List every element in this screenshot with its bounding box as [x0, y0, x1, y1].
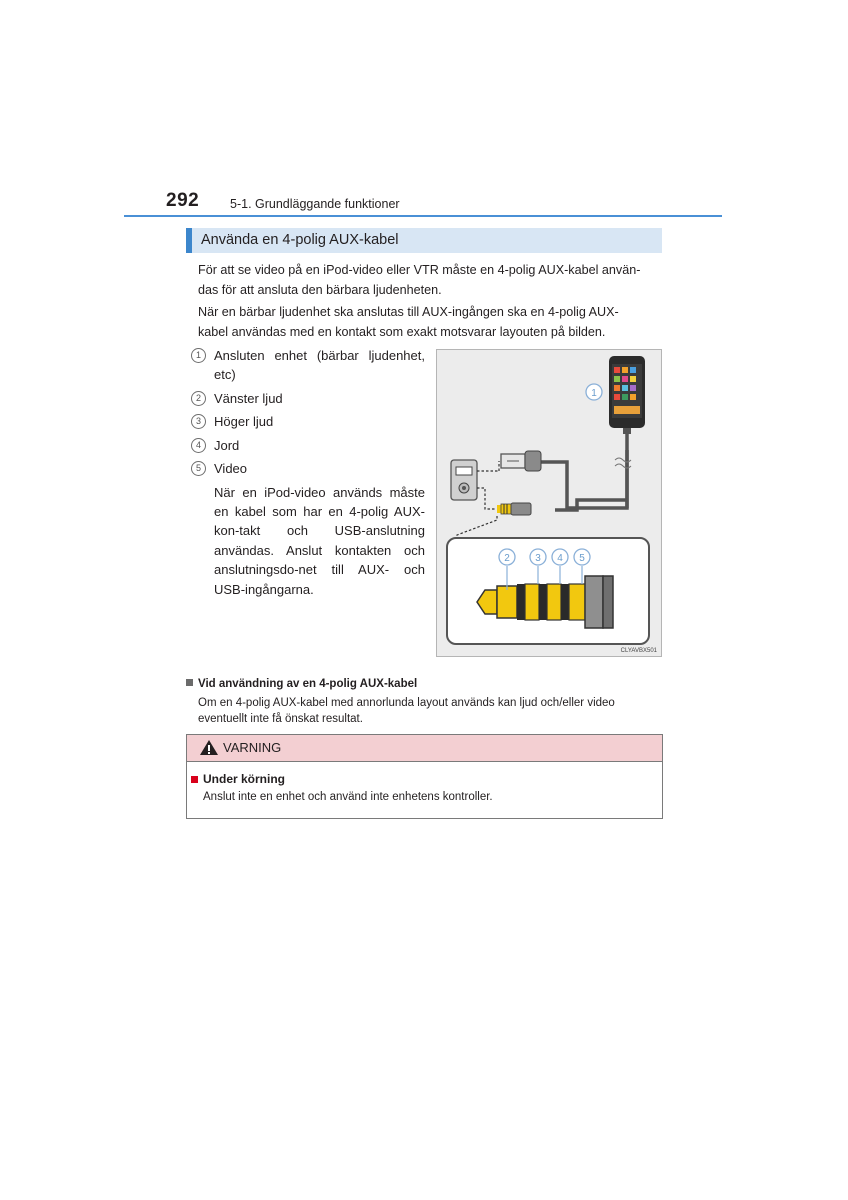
warning-subheading	[191, 772, 285, 786]
callout-2	[499, 549, 515, 565]
callout-2-label: 2	[504, 553, 510, 564]
list-item-label: Ansluten enhet (bärbar ljudenhet, etc)	[214, 348, 425, 382]
warning-body: Anslut inte en enhet och använd inte enhetens kontroller.	[203, 791, 493, 803]
info-line-1: Om en 4-polig AUX-kabel med annorlunda layout används kan ljud och/eller video	[198, 697, 615, 709]
list-item	[191, 389, 425, 408]
list-item-label: Video	[214, 461, 248, 476]
portable-device-icon	[609, 356, 645, 434]
number-badge: 3	[191, 414, 206, 429]
aux-cable-illustration	[437, 350, 663, 658]
list-item	[191, 459, 425, 478]
info-line-2: eventuellt inte få önskat resultat.	[198, 712, 363, 725]
header-rule	[124, 215, 722, 217]
gray-square-icon	[186, 679, 193, 686]
ipod-note: När en iPod-video används måste en kabel som har en 4-polig AUX-kon-takt och USB-anslutning användas. Anslut kontakten och anslutningsdo-net till AUX- och USB-ingångarna.	[214, 484, 425, 597]
legend-list	[191, 346, 425, 599]
intro-line-1: För att se video på en iPod-video eller VTR måste en 4-polig AUX-kabel använ-	[198, 263, 641, 277]
connection-line-1: När en bärbar ljudenhet ska anslutas till AUX-ingången ska en 4-polig AUX-	[198, 305, 619, 319]
callout-5-label: 5	[579, 553, 585, 564]
number-badge: 5	[191, 461, 206, 476]
intro-line-2: das för att ansluta den bärbara ljudenheten.	[198, 283, 442, 297]
aux-cable-figure	[436, 349, 662, 657]
list-item	[191, 412, 425, 431]
list-item-label: Höger ljud	[214, 414, 274, 429]
warning-subheading-text: Under körning	[203, 772, 286, 786]
connection-line-2: kabel användas med en kontakt som exakt motsvarar layouten på bilden.	[198, 325, 606, 339]
list-item-label: Vänster ljud	[214, 390, 283, 406]
mini-jack-icon	[497, 503, 531, 515]
number-badge: 4	[191, 438, 206, 453]
figure-code: CLYAVBX501	[620, 648, 657, 654]
info-heading-text: Vid användning av en 4-polig AUX-kabel	[198, 678, 418, 690]
callout-4	[552, 549, 568, 565]
callout-1	[586, 384, 602, 400]
connection-paragraph	[198, 302, 659, 342]
number-badge: 1	[191, 348, 206, 363]
callout-3-label: 3	[535, 553, 541, 564]
page-number: 292	[166, 190, 200, 211]
list-item	[191, 436, 425, 455]
section-title: Använda en 4-polig AUX-kabel	[201, 232, 399, 248]
callout-3	[530, 549, 546, 565]
list-item-label: Jord	[214, 437, 240, 453]
info-heading	[186, 678, 417, 690]
info-body	[198, 696, 659, 727]
callout-4-label: 4	[557, 553, 563, 564]
warning-triangle-icon	[199, 739, 219, 756]
chapter-title: 5-1. Grundläggande funktioner	[230, 197, 400, 211]
section-heading-bar	[186, 228, 662, 253]
intro-paragraph	[198, 260, 659, 300]
number-badge: 2	[191, 391, 206, 406]
vehicle-ports-icon	[451, 460, 477, 500]
warning-title: VARNING	[223, 740, 282, 755]
callout-5	[574, 549, 590, 565]
red-square-icon	[191, 776, 198, 783]
list-item	[191, 346, 425, 384]
warning-header	[187, 735, 662, 762]
callout-1-label: 1	[591, 388, 597, 399]
warning-box	[186, 734, 663, 819]
usb-plug-icon	[501, 451, 541, 471]
